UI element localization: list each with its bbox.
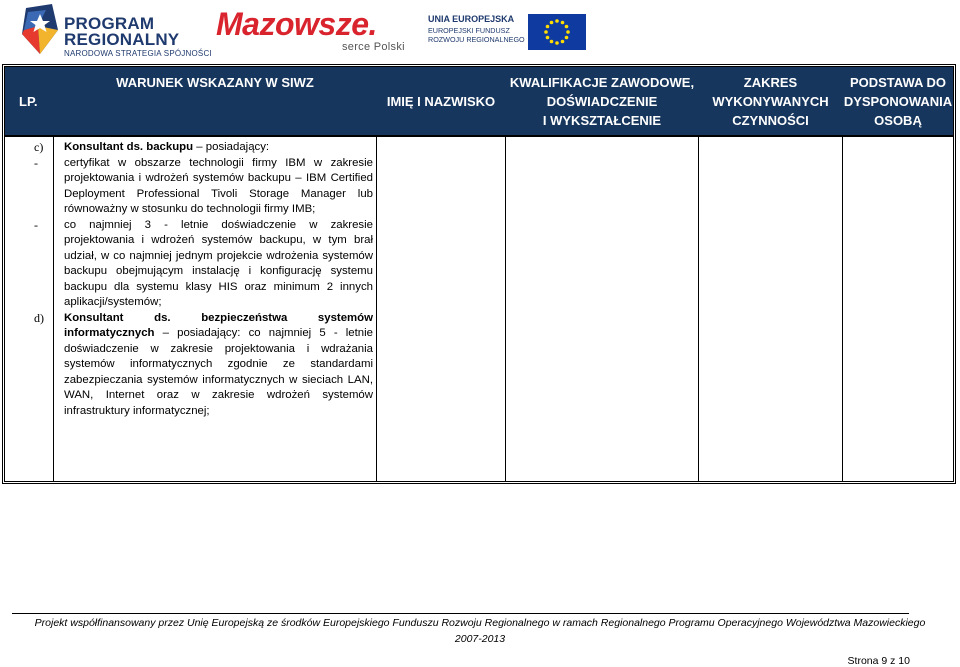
page-number: Strona 9 z 10 (847, 655, 910, 667)
header-podstawa: PODSTAWA DO DYSPONOWANIA OSOBĄ (843, 74, 953, 128)
role-description: – posiadający: (193, 141, 270, 153)
header-warunek: WARUNEK WSKAZANY W SIWZ (116, 75, 314, 90)
mazowsze-wordmark: Mazowsze. (216, 6, 377, 42)
column-divider (698, 135, 699, 481)
role-description: – posiadający: co najmniej 5 - letnie doświadczenie w zakresie projektowania i wdrażania systemów informatycznych zgodnie ze standardami zabezpieczania systemów informatycznych w sieciach LAN, WAN, Internet oraz w zakresie wdrożeń systemów infrastruktury informatycznej; (64, 327, 373, 417)
role-title: Konsultant ds. bezpieczeństwa systemów informatycznych (64, 311, 373, 339)
column-divider (376, 135, 377, 481)
header-imie-nazwisko: IMIĘ I NAZWISKO (386, 93, 496, 109)
footer-divider (12, 613, 909, 614)
column-divider (505, 135, 506, 481)
header-lp: LP. (19, 93, 38, 109)
column-divider (842, 135, 843, 481)
header-divider (5, 135, 953, 137)
regionalny-title: REGIONALNY (64, 30, 180, 49)
program-title: PROGRAM (64, 14, 155, 33)
eu-fund-line2: ROZWOJU REGIONALNEGO (428, 35, 525, 44)
list-item-d (34, 310, 373, 420)
header-kwalifikacje: KWALIFIKACJE ZAWODOWE, DOŚWIADCZENIE I WYKSZTAŁCENIE (509, 74, 695, 128)
footer-cofinance-note: Projekt współfinansowany przez Unię Europejską ze środków Europejskiego Funduszu Rozwoju Regionalnego w ramach Regionalnego Programu Operacyjnego Województwa Mazowieckiego (34, 617, 926, 629)
list-item (34, 217, 373, 311)
mazowsze-logo (216, 4, 406, 58)
eu-logo (428, 14, 588, 54)
program-regionalny-emblem-icon (18, 4, 62, 58)
program-subtitle: NARODOWA STRATEGIA SPÓJNOŚCI (64, 49, 212, 58)
requirement-text: co najmniej 3 - letnie doświadczenie w zakresie projektowania i wdrożeń systemów backupu, w tym brał udział, w co najmniej jednym projekcie wdrożenia systemów backupu obejmującym instalację i konfigurację systemu backupu dla systemu klasy HIS oraz minimum 2 innych aplikacji/systemów; (64, 218, 373, 308)
list-marker: - (34, 217, 38, 232)
list-marker: d) (34, 310, 44, 325)
table-header-row (5, 67, 953, 135)
eu-title: UNIA EUROPEJSKA (428, 14, 515, 24)
list-marker: c) (34, 140, 44, 154)
list-item-c (34, 140, 373, 156)
eu-flag-icon (528, 14, 586, 50)
eu-fund-line1: EUROPEJSKI FUNDUSZ (428, 26, 510, 35)
header-zakres: ZAKRES WYKONYWANYCH CZYNNOŚCI (712, 74, 829, 128)
page-header (0, 0, 960, 64)
list-marker: - (34, 155, 38, 170)
warunek-cell (34, 140, 373, 419)
program-regionalny-logo (18, 4, 212, 58)
list-item (34, 155, 373, 218)
personnel-table (2, 64, 956, 484)
footer-period: 2007-2013 (454, 633, 506, 645)
requirement-text: certyfikat w obszarze technologii firmy IBM w zakresie projektowania i wdrożeń systemów backupu – IBM Certified Deployment Professional Tivoli Storage Manager lub równoważny w stosunku do technologii firmy IMB; (64, 156, 373, 215)
mazowsze-tagline: serce Polski (342, 41, 405, 53)
role-title: Konsultant ds. backupu (64, 141, 194, 153)
